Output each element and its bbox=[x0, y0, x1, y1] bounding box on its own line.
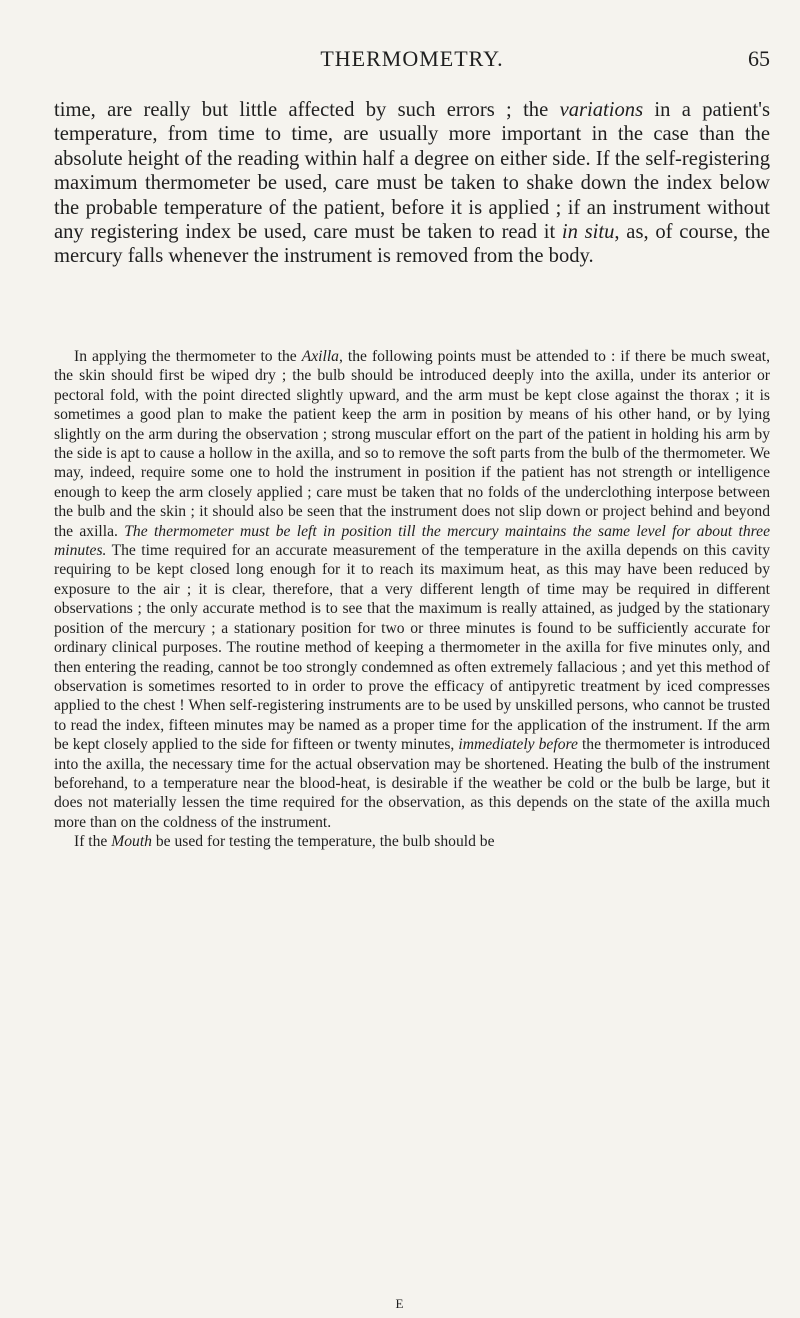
intro-italic-variations: variations bbox=[559, 99, 644, 121]
axilla-text-3: The time required for an accurate measurement of the temperature in the axilla depends on this cavity requiring to be kept closed long enough for it to reach its maximum heat, as this may have been reduced by exposure to the air ; it is clear, therefore, that a very different length of time may be required in different observations ; the only accurate method is to see that the maximum is really attained, as judged by the stationary position of the mercury ; a stationary position for two or three minutes is found to be sufficiently accurate for ordinary clinical purposes. The routine method of keeping a thermometer in the axilla for five minutes only, and then entering the reading, cannot be too strongly condemned as often extremely fallacious ; and yet this method of observation is sometimes resorted to in order to prove the efficacy of antipyretic treatment by iced compresses applied to the chest ! When self-registering instruments are to be used by unskilled persons, who cannot be trusted to read the index, fifteen minutes may be named as a proper time for the application of the instrument. If the arm be kept closely applied to the side for fifteen or twenty minutes, bbox=[54, 542, 770, 754]
intro-italic-in-situ: in situ bbox=[561, 221, 615, 244]
mouth-paragraph bbox=[54, 832, 770, 851]
axilla-text-4: the thermometer is introduced into the axilla, the necessary time for the actual observation may be shortened. Heating the bulb of the instrument beforehand, to a temperature near the blood-heat, is desirable if the weather be cold or the bulb be large, but it does not materially lessen the time required for the observation, as this depends on the state of the axilla much more than on the coldness of the instrument. bbox=[54, 736, 770, 831]
page-number: 65 bbox=[748, 46, 770, 71]
axilla-italic-immediately-before: immediately before bbox=[458, 736, 578, 754]
mouth-text-1: If the bbox=[74, 833, 112, 851]
axilla-italic-rule: The thermometer must be left in position till the mercury maintains the same level for about three minutes. bbox=[54, 522, 770, 560]
intro-text-2: in a patient's temperature, from time to time, are usually more important in the case than the absolute height of the reading within half a degree on either side. If the self-registering maximum thermometer be used, care must be taken to shake down the index below the probable temperature of the patient, before it is applied ; if an instrument without any registering index be used, care must be taken to read it bbox=[54, 99, 771, 244]
running-head bbox=[54, 46, 770, 72]
running-head-title: THERMOMETRY. bbox=[320, 46, 504, 71]
intro-text-3: , as, of course, the mercury falls whenever the instrument is removed from the body. bbox=[54, 221, 770, 268]
signature-mark: E bbox=[395, 1296, 405, 1311]
axilla-text-2: , the following points must be attended to : if there be much sweat, the skin should first be wiped dry ; the bulb should be introduced deeply into the axilla, under its anterior or pectoral fold, with the point directed slightly upward, and the arm must be kept close against the thorax ; it is sometimes a good plan to make the patient keep the arm in position by means of his other hand, or by lying slightly on the arm during the observation ; strong muscular effort on the part of the patient in holding his arm by the side is apt to cause a hollow in the axilla, and so to remove the soft parts from the bulb of the thermometer. We may, indeed, require some one to hold the instrument in position if the patient has not strength or intelligence enough to keep the arm closely applied ; care must be taken that no folds of the underclothing interpose between the bulb and the skin ; it should also be seen that the instrument does not slip down or project behind and beyond the axilla. bbox=[54, 348, 770, 540]
intro-text-1: time, are really but little affected by such errors ; the bbox=[54, 99, 560, 121]
axilla-paragraph bbox=[54, 347, 770, 832]
axilla-italic-axilla: Axilla bbox=[301, 348, 339, 365]
intro-paragraph bbox=[54, 98, 770, 269]
small-print-section bbox=[54, 347, 770, 852]
mouth-text-2: be used for testing the temperature, the bulb should be bbox=[151, 833, 495, 851]
mouth-italic-mouth: Mouth bbox=[111, 833, 152, 851]
intro-paragraph-text bbox=[54, 98, 770, 269]
axilla-text-1: In applying the thermometer to the bbox=[74, 348, 302, 365]
